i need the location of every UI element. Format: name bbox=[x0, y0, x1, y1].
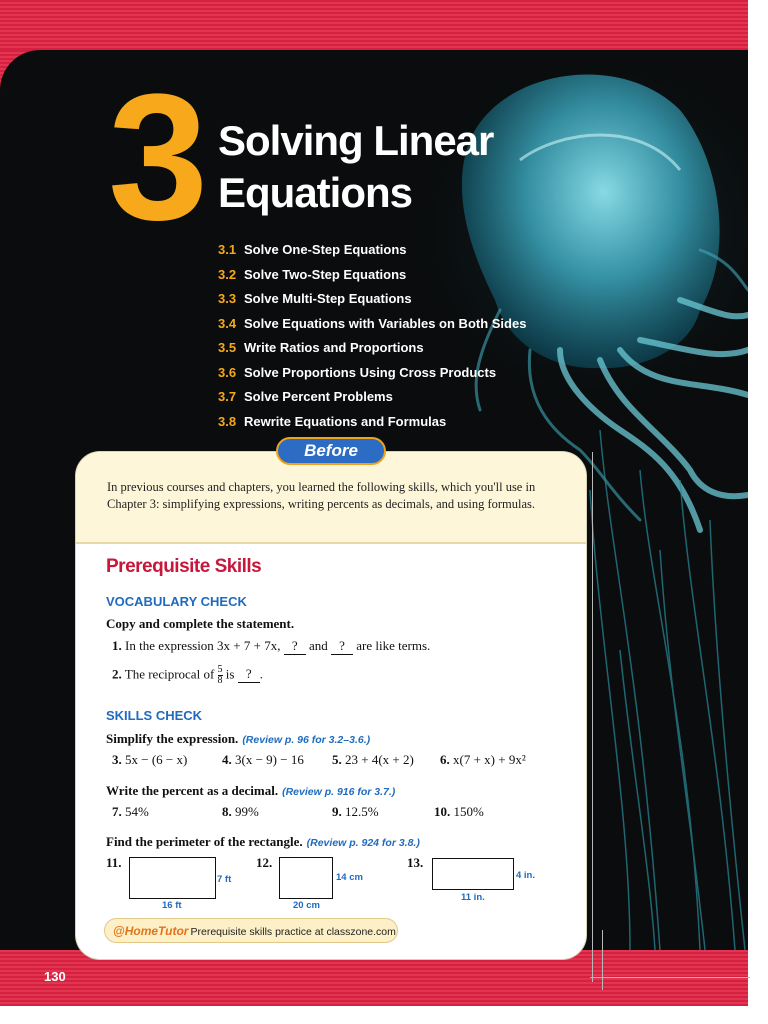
prerequisite-skills-heading: Prerequisite Skills bbox=[106, 556, 262, 577]
before-badge: Before bbox=[276, 437, 386, 465]
vocab-instruction: Copy and complete the statement. bbox=[106, 616, 295, 631]
item-expression: 23 + 4(x + 2) bbox=[345, 752, 414, 767]
question-text: . bbox=[259, 666, 263, 682]
lesson-item bbox=[218, 287, 526, 312]
percent-item bbox=[112, 804, 149, 820]
percent-item bbox=[222, 804, 259, 820]
answer-blank: ? bbox=[331, 638, 353, 655]
lesson-title: Write Ratios and Proportions bbox=[244, 340, 424, 355]
simplify-item bbox=[112, 752, 187, 768]
lesson-number: 3.6 bbox=[218, 364, 237, 380]
item-number: 5. bbox=[332, 752, 342, 767]
rectangle-figure bbox=[129, 857, 216, 899]
item-number: 10. bbox=[434, 804, 451, 819]
item-number: 9. bbox=[332, 804, 342, 819]
item-number: 3. bbox=[112, 752, 122, 767]
vocabulary-check-heading: VOCABULARY CHECK bbox=[106, 594, 247, 609]
lesson-title: Solve One-Step Equations bbox=[244, 242, 407, 257]
item-value: 54% bbox=[125, 804, 149, 819]
lesson-item bbox=[218, 410, 526, 435]
simplify-item bbox=[222, 752, 304, 768]
percent-instruction: Write the percent as a decimal. bbox=[106, 783, 279, 798]
item-expression: 5x − (6 − x) bbox=[125, 752, 188, 767]
skills-check-heading: SKILLS CHECK bbox=[106, 708, 203, 723]
item-value: 99% bbox=[235, 804, 259, 819]
question-text: are like terms. bbox=[356, 638, 431, 653]
item-number: 7. bbox=[112, 804, 122, 819]
rectangle-height-label: 14 cm bbox=[336, 872, 363, 883]
lesson-item bbox=[218, 312, 526, 337]
perimeter-review-link[interactable]: (Review p. 924 for 3.8.) bbox=[306, 837, 420, 849]
before-intro-text: In previous courses and chapters, you learned the following skills, which you'll use in Chapter 3: simplifying expressions, writing percents as decimals, and using formulas. bbox=[107, 480, 536, 511]
crop-mark-line bbox=[602, 930, 603, 990]
chapter-title bbox=[218, 115, 493, 219]
simplify-review-link[interactable]: (Review p. 96 for 3.2–3.6.) bbox=[242, 734, 371, 746]
lesson-number: 3.3 bbox=[218, 291, 237, 306]
lesson-title: Rewrite Equations and Formulas bbox=[244, 413, 447, 429]
rectangle-height-label: 4 in. bbox=[516, 870, 536, 881]
item-expression: 3(x − 9) − 16 bbox=[235, 752, 304, 767]
lesson-title: Solve Proportions Using Cross Products bbox=[244, 364, 497, 380]
rectangle-width-label: 11 in. bbox=[461, 892, 485, 903]
rectangle-item-number: 12. bbox=[256, 855, 273, 870]
item-number: 6. bbox=[440, 752, 450, 767]
item-number: 4. bbox=[222, 752, 232, 767]
simplify-instruction-row bbox=[106, 730, 370, 748]
lesson-title: Solve Two-Step Equations bbox=[244, 266, 407, 282]
vocab-question-1 bbox=[112, 638, 430, 655]
crop-mark-line bbox=[590, 977, 750, 978]
item-expression: x(7 + x) + 9x² bbox=[453, 752, 526, 767]
percent-item bbox=[434, 804, 484, 820]
crop-mark-line bbox=[592, 452, 593, 982]
lesson-title: Solve Equations with Variables on Both Sides bbox=[244, 315, 527, 331]
rectangle-width-label: 16 ft bbox=[162, 900, 182, 911]
lesson-item bbox=[218, 336, 526, 361]
percent-instruction-row bbox=[106, 782, 395, 800]
question-number: 2. bbox=[112, 666, 122, 682]
rectangle-width-label: 20 cm bbox=[293, 900, 320, 911]
rectangle-figure bbox=[432, 858, 514, 890]
perimeter-instruction-row bbox=[106, 833, 420, 851]
answer-blank: ? bbox=[284, 638, 306, 655]
question-text: The reciprocal of bbox=[124, 666, 215, 682]
question-number: 1. bbox=[112, 638, 122, 653]
chapter-title-line2: Equations bbox=[218, 169, 413, 216]
hometutor-text: Prerequisite skills practice at classzone.com bbox=[190, 926, 396, 938]
simplify-item bbox=[440, 752, 526, 768]
before-intro-panel bbox=[76, 452, 586, 544]
lesson-item bbox=[218, 238, 526, 263]
lesson-title: Solve Percent Problems bbox=[244, 389, 393, 404]
lesson-title: Solve Multi-Step Equations bbox=[244, 291, 412, 306]
answer-blank: ? bbox=[238, 666, 260, 683]
percent-review-link[interactable]: (Review p. 916 for 3.7.) bbox=[282, 786, 396, 798]
lesson-item bbox=[218, 385, 526, 410]
fraction-denominator: 8 bbox=[217, 675, 223, 686]
lesson-number: 3.5 bbox=[218, 340, 237, 355]
fraction bbox=[218, 665, 223, 686]
percent-item bbox=[332, 804, 379, 820]
lesson-list bbox=[218, 238, 526, 434]
chapter-title-line1: Solving Linear bbox=[218, 117, 494, 164]
lesson-number: 3.7 bbox=[218, 389, 237, 404]
rectangle-figure bbox=[279, 857, 333, 899]
lesson-number: 3.2 bbox=[218, 266, 237, 282]
question-text: is bbox=[225, 666, 235, 682]
lesson-item bbox=[218, 263, 526, 288]
hometutor-link[interactable] bbox=[104, 918, 398, 943]
vocab-question-2 bbox=[112, 665, 263, 686]
simplify-instruction: Simplify the expression. bbox=[106, 731, 239, 746]
lesson-number: 3.1 bbox=[218, 242, 237, 257]
item-number: 8. bbox=[222, 804, 232, 819]
perimeter-instruction: Find the perimeter of the rectangle. bbox=[106, 834, 303, 849]
top-stripe-band bbox=[0, 0, 748, 50]
rectangle-item-number: 13. bbox=[407, 855, 424, 870]
lesson-number: 3.8 bbox=[218, 413, 237, 429]
lesson-item bbox=[218, 361, 526, 386]
item-value: 150% bbox=[453, 804, 484, 819]
hometutor-logo: @HomeTutor bbox=[113, 924, 189, 938]
chapter-number: 3 bbox=[108, 57, 205, 258]
simplify-item bbox=[332, 752, 414, 768]
lesson-number: 3.4 bbox=[218, 315, 237, 331]
fraction-numerator: 5 bbox=[217, 664, 223, 675]
rectangle-item-number: 11. bbox=[106, 855, 122, 870]
item-value: 12.5% bbox=[345, 804, 379, 819]
question-text: In the expression 3x + 7 + 7x, bbox=[125, 638, 281, 653]
question-text: and bbox=[308, 638, 328, 653]
page-number: 130 bbox=[44, 969, 66, 984]
rectangle-height-label: 7 ft bbox=[217, 874, 232, 885]
